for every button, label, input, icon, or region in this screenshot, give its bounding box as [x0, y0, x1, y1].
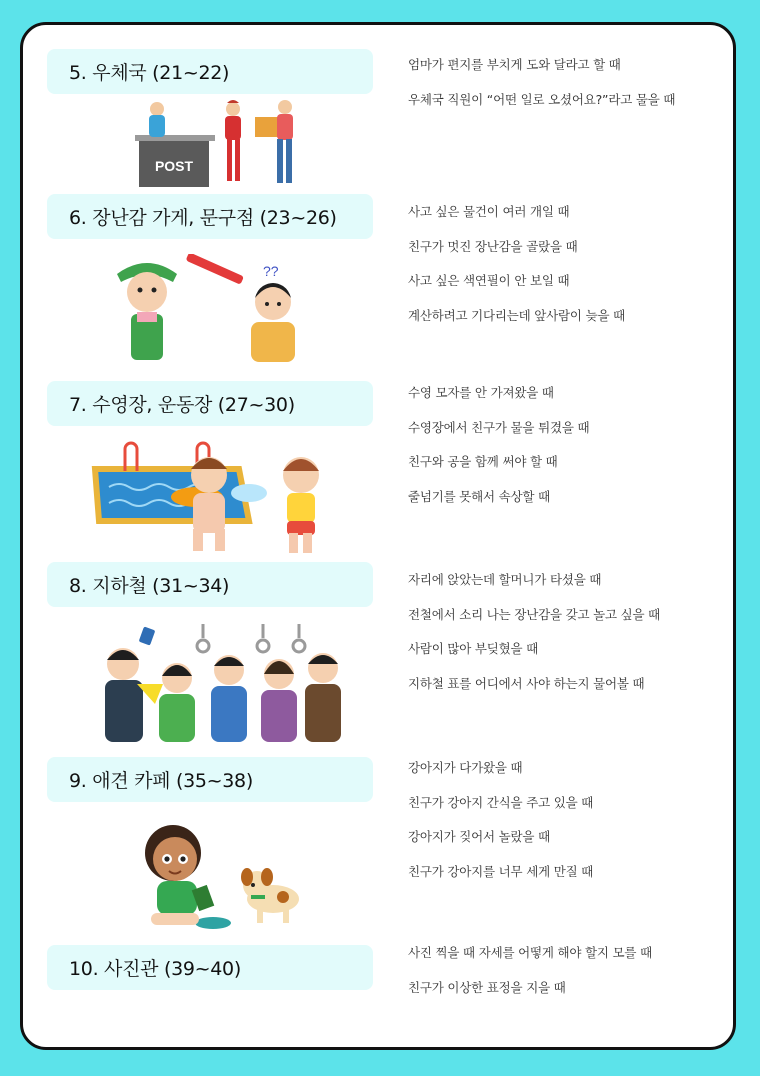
- situation-item: 친구가 강아지를 너무 세게 만질 때: [408, 863, 594, 879]
- situation-list: [408, 572, 660, 710]
- section-title-pill: [47, 381, 373, 426]
- situation-list: [408, 945, 652, 1014]
- post-office-illustration: [135, 99, 305, 189]
- situation-item: 친구가 강아지 간식을 주고 있을 때: [408, 794, 594, 810]
- situation-list: [408, 760, 593, 898]
- situation-item: 강아지가 짖어서 놀랐을 때: [408, 829, 550, 844]
- situation-item: 수영장에서 친구가 물을 튀겼을 때: [408, 419, 590, 435]
- content-card: [20, 22, 736, 1050]
- section-title: 5. 우체국 (21~22): [69, 62, 230, 84]
- situation-list: [408, 57, 675, 126]
- situation-item: 친구와 공을 함께 써야 할 때: [408, 454, 558, 469]
- situation-item: 사진 찍을 때 자세를 어떻게 해야 할지 모를 때: [408, 945, 652, 960]
- situation-item: 강아지가 다가왔을 때: [408, 760, 523, 775]
- section-title: 9. 애견 카페 (35~38): [69, 770, 253, 792]
- section-title: 10. 사진관 (39~40): [69, 958, 241, 980]
- situation-item: 친구가 이상한 표정을 지을 때: [408, 979, 566, 995]
- section-title-pill: [47, 562, 373, 607]
- question-marks: ??: [263, 263, 279, 279]
- dog-cafe-illustration: [133, 819, 303, 931]
- toy-store-illustration: [111, 254, 311, 364]
- section-title-pill: [47, 49, 373, 94]
- section-title: 7. 수영장, 운동장 (27~30): [69, 394, 295, 416]
- section-title: 6. 장난감 가게, 문구점 (23~26): [69, 207, 337, 229]
- situation-item: 친구가 멋진 장난감을 골랐을 때: [408, 238, 578, 254]
- situation-item: 사고 싶은 색연필이 안 보일 때: [408, 273, 570, 288]
- situation-item: 사고 싶은 물건이 여러 개일 때: [408, 204, 570, 219]
- situation-item: 전철에서 소리 나는 장난감을 갖고 놀고 싶을 때: [408, 606, 661, 622]
- section-title-pill: [47, 194, 373, 239]
- section-title-pill: [47, 757, 373, 802]
- situation-item: 우체국 직원이 “어떤 일로 오셨어요?”라고 물을 때: [408, 91, 676, 107]
- situation-list: [408, 385, 589, 523]
- situation-list: [408, 204, 625, 342]
- section-title: 8. 지하철 (31~34): [69, 575, 230, 597]
- subway-illustration: [79, 624, 343, 744]
- situation-item: 수영 모자를 안 가져왔을 때: [408, 385, 554, 400]
- situation-item: 줄넘기를 못해서 속상할 때: [408, 488, 550, 504]
- situation-item: 계산하려고 기다리는데 앞사람이 늦을 때: [408, 307, 625, 323]
- situation-item: 지하철 표를 어디에서 사야 하는지 물어볼 때: [408, 675, 645, 691]
- situation-item: 자리에 앉았는데 할머니가 타셨을 때: [408, 572, 602, 587]
- situation-item: 사람이 많아 부딪혔을 때: [408, 641, 539, 656]
- post-sign: POST: [154, 158, 194, 174]
- section-title-pill: [47, 945, 373, 990]
- situation-item: 엄마가 편지를 부치게 도와 달라고 할 때: [408, 57, 621, 72]
- pool-illustration: [89, 437, 329, 557]
